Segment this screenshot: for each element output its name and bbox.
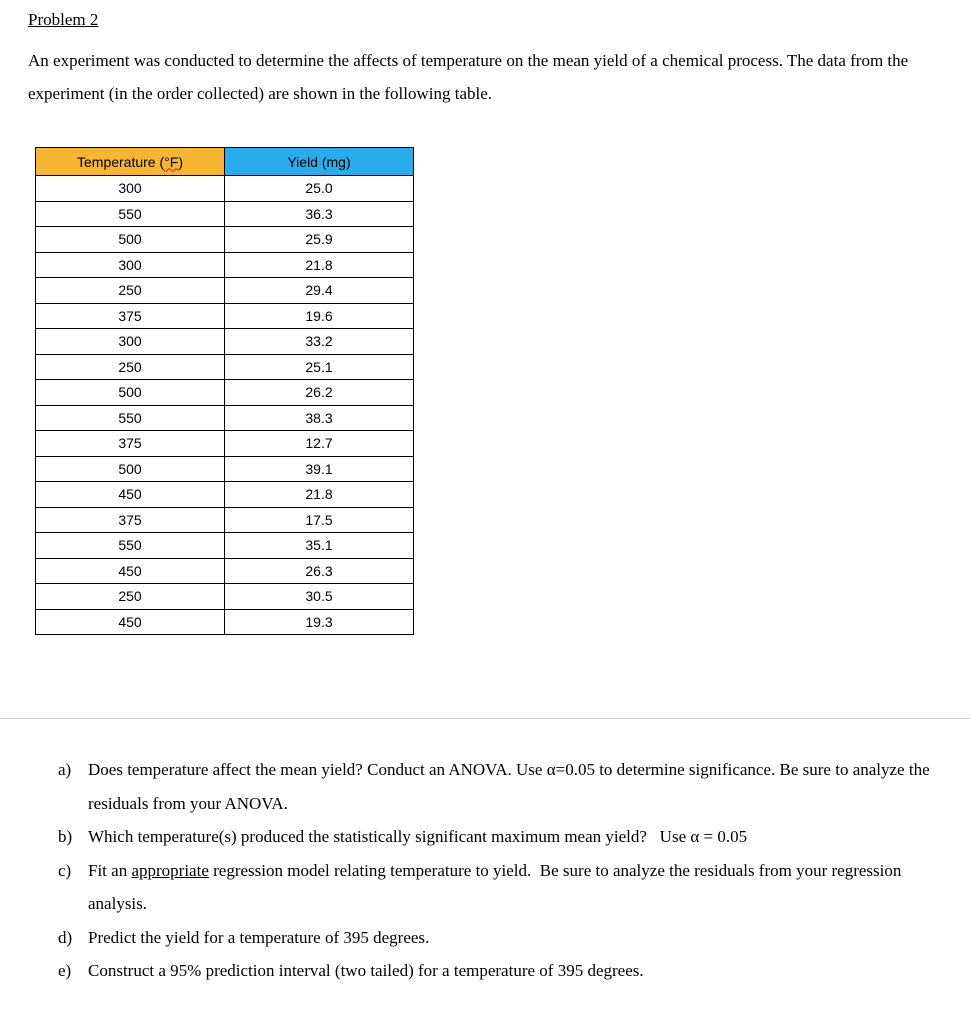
temperature-cell: 450: [36, 558, 225, 584]
yield-cell: 25.9: [225, 227, 414, 253]
temperature-cell: 450: [36, 609, 225, 635]
temperature-header-prefix: Temperature (: [77, 153, 165, 170]
table-row: [36, 227, 414, 253]
temperature-header: [36, 148, 225, 176]
table-row: [36, 456, 414, 482]
yield-cell: 26.2: [225, 380, 414, 406]
table-row: [36, 380, 414, 406]
table-row: [36, 431, 414, 457]
yield-cell: 30.5: [225, 584, 414, 610]
temperature-cell: 375: [36, 303, 225, 329]
section-divider: [0, 718, 970, 719]
yield-cell: 39.1: [225, 456, 414, 482]
table-row: [36, 482, 414, 508]
problem-intro: An experiment was conducted to determine the affects of temperature on the mean yield of a chemical process. The data from the experiment (in the order collected) are shown in the following table.: [28, 51, 909, 103]
question-d: [58, 921, 948, 955]
yield-cell: 19.6: [225, 303, 414, 329]
table-row: [36, 533, 414, 559]
yield-cell: 33.2: [225, 329, 414, 355]
question-b: [58, 820, 948, 854]
question-e-letter: e): [58, 961, 72, 980]
yield-cell: 17.5: [225, 507, 414, 533]
table-row: [36, 405, 414, 431]
temperature-unit: °F: [164, 153, 179, 170]
question-c-text-post: regression model relating temperature to yield. Be sure to analyze the residuals from your regression analysis.: [88, 860, 906, 913]
yield-cell: 38.3: [225, 405, 414, 431]
table-row: [36, 558, 414, 584]
temperature-cell: 300: [36, 176, 225, 202]
yield-cell: 25.1: [225, 354, 414, 380]
question-list: [58, 753, 948, 988]
table-row: [36, 609, 414, 635]
temperature-cell: 375: [36, 507, 225, 533]
table-body: [36, 176, 414, 635]
temperature-header-suffix: ): [178, 153, 183, 170]
question-c-underlined-word: appropriate: [131, 860, 209, 880]
yield-header: Yield (mg): [225, 148, 414, 176]
question-c-letter: c): [58, 860, 72, 880]
temperature-cell: 550: [36, 405, 225, 431]
question-d-letter: d): [58, 927, 73, 947]
table-row: [36, 303, 414, 329]
temperature-cell: 500: [36, 380, 225, 406]
yield-cell: 19.3: [225, 609, 414, 635]
question-a-text: Does temperature affect the mean yield? Conduct an ANOVA. Use α=0.05 to determine significance. Be sure to analyze the residuals from your ANOVA.: [88, 760, 930, 813]
question-b-letter: b): [58, 827, 73, 846]
yield-cell: 29.4: [225, 278, 414, 304]
temperature-cell: 250: [36, 354, 225, 380]
yield-cell: 25.0: [225, 176, 414, 202]
temperature-cell: 375: [36, 431, 225, 457]
problem-title: Problem 2: [28, 10, 99, 29]
temperature-cell: 250: [36, 584, 225, 610]
question-a-letter: a): [58, 760, 72, 779]
table-row: [36, 584, 414, 610]
temperature-cell: 300: [36, 329, 225, 355]
question-e: [58, 954, 948, 988]
question-c: [58, 854, 948, 921]
temperature-cell: 550: [36, 201, 225, 227]
yield-cell: 21.8: [225, 482, 414, 508]
table-header-row: [36, 148, 414, 176]
table-row: [36, 201, 414, 227]
yield-cell: 26.3: [225, 558, 414, 584]
question-a: [58, 753, 948, 820]
question-b-text: Which temperature(s) produced the statistically significant maximum mean yield? Use α = 0.05: [88, 827, 748, 846]
yield-cell: 12.7: [225, 431, 414, 457]
yield-cell: 21.8: [225, 252, 414, 278]
question-e-text: Construct a 95% prediction interval (two tailed) for a temperature of 395 degrees.: [88, 961, 644, 980]
question-d-text: Predict the yield for a temperature of 395 degrees.: [88, 927, 430, 947]
yield-cell: 36.3: [225, 201, 414, 227]
question-c-text-pre: Fit an: [88, 860, 132, 880]
table-row: [36, 329, 414, 355]
table-row: [36, 252, 414, 278]
yield-cell: 35.1: [225, 533, 414, 559]
table-row: [36, 176, 414, 202]
table-row: [36, 507, 414, 533]
temperature-cell: 450: [36, 482, 225, 508]
temperature-cell: 250: [36, 278, 225, 304]
table-row: [36, 278, 414, 304]
temperature-cell: 550: [36, 533, 225, 559]
table-row: [36, 354, 414, 380]
temperature-cell: 300: [36, 252, 225, 278]
temperature-cell: 500: [36, 227, 225, 253]
data-table: [35, 147, 414, 635]
temperature-cell: 500: [36, 456, 225, 482]
